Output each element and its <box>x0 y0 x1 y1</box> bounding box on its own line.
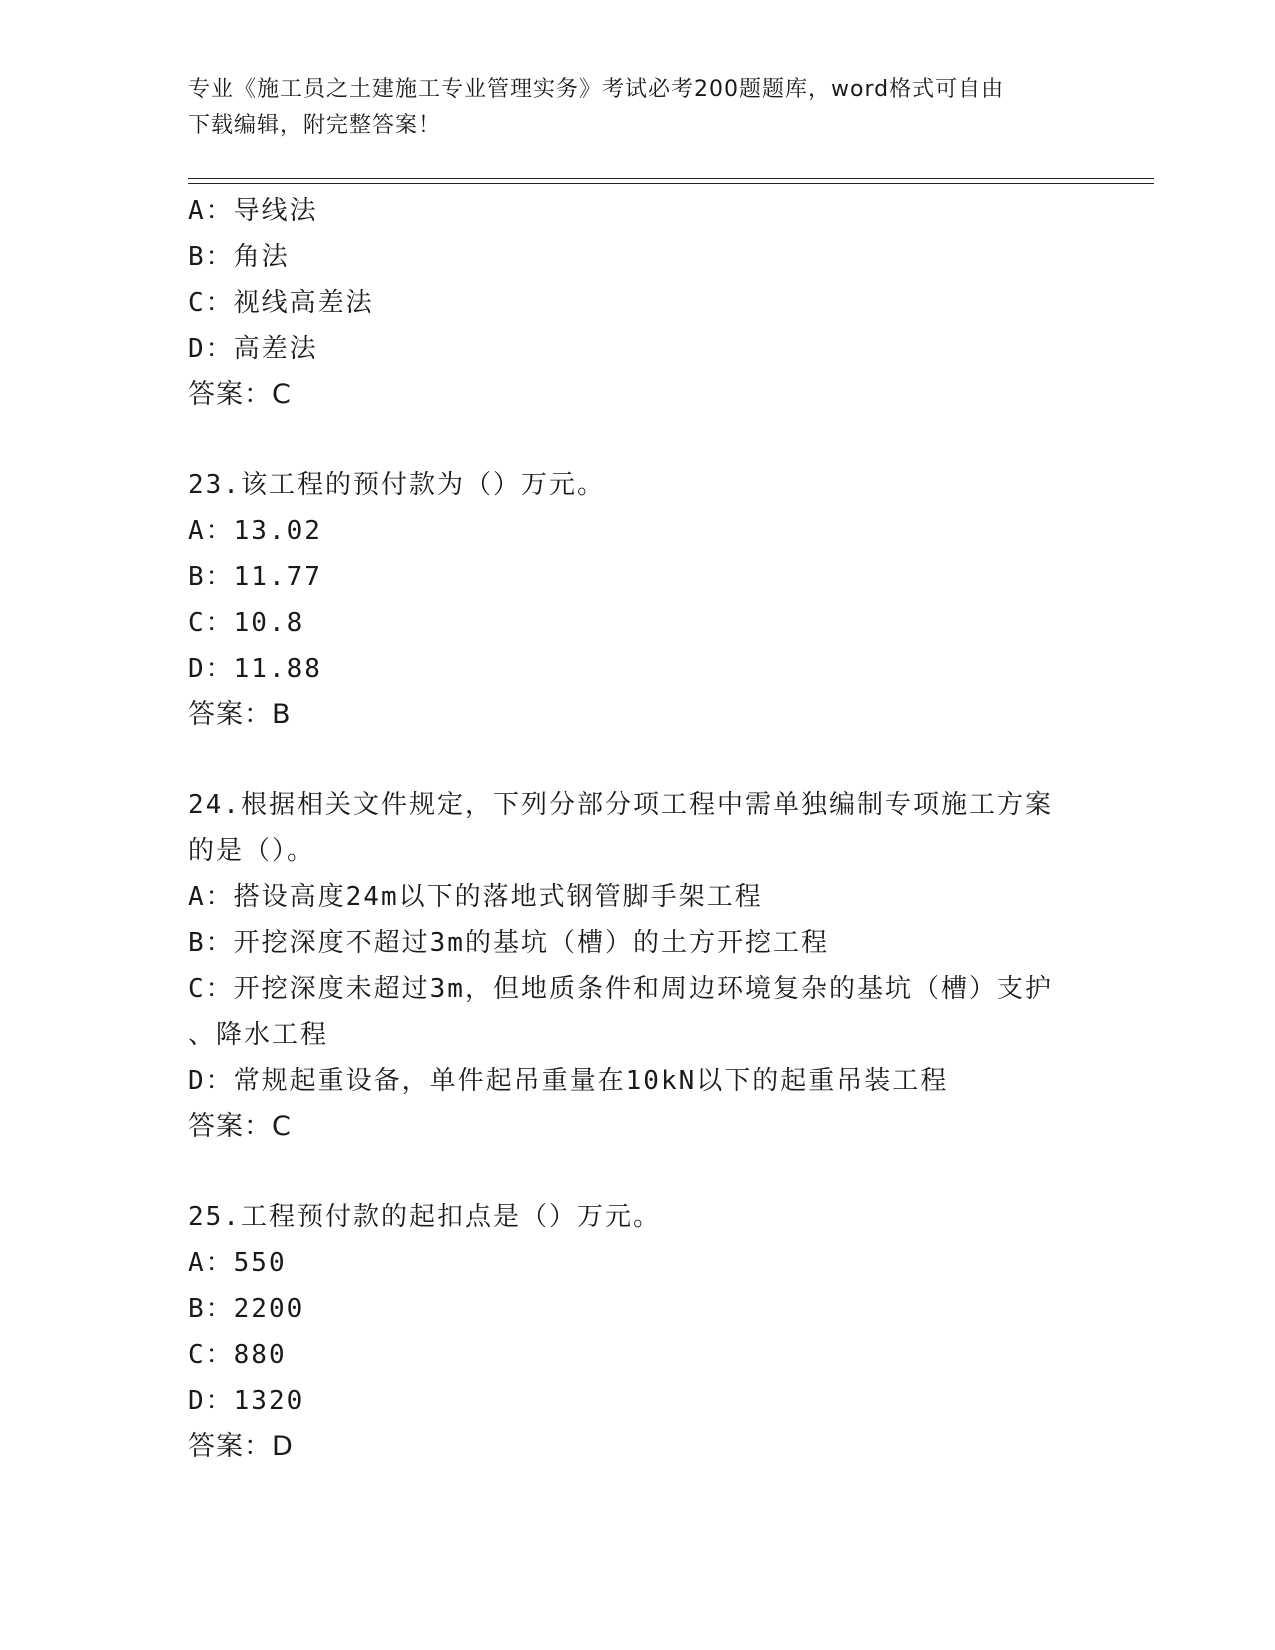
answer: 答案：C <box>188 1111 292 1142</box>
option-c: C：10.8 <box>188 608 305 638</box>
option-d: D：11.88 <box>188 654 322 684</box>
answer: 答案：B <box>188 699 292 730</box>
option-a: A：搭设高度24m以下的落地式钢管脚手架工程 <box>188 882 763 912</box>
option-c-continued: 、降水工程 <box>188 1020 329 1050</box>
header-line-2: 下载编辑，附完整答案！ <box>188 113 442 138</box>
header-line-1: 专业《施工员之土建施工专业管理实务》考试必考200题题库，word格式可自由 <box>188 77 1005 102</box>
option-c: C：开挖深度未超过3m，但地质条件和周边环境复杂的基坑（槽）支护 <box>188 974 1053 1004</box>
question-list <box>188 188 1088 1470</box>
question-text-line-2: 的是（）。 <box>188 836 316 866</box>
option-b: B：11.77 <box>188 562 322 592</box>
spacer <box>188 418 1088 462</box>
option-b: B：角法 <box>188 242 290 272</box>
option-c: C：视线高差法 <box>188 288 374 318</box>
option-a: A：13.02 <box>188 516 322 546</box>
option-b: B：2200 <box>188 1294 305 1324</box>
question-25 <box>188 1194 1088 1470</box>
spacer <box>188 1150 1088 1194</box>
option-a: A：550 <box>188 1248 287 1278</box>
question-24 <box>188 782 1088 1150</box>
answer: 答案：D <box>188 1431 294 1462</box>
header-divider-top <box>188 178 1154 179</box>
question-text: 25.工程预付款的起扣点是（）万元。 <box>188 1202 661 1232</box>
question-text: 23.该工程的预付款为（）万元。 <box>188 470 605 500</box>
spacer <box>188 738 1088 782</box>
answer: 答案：C <box>188 379 292 410</box>
option-b: B：开挖深度不超过3m的基坑（槽）的土方开挖工程 <box>188 928 829 958</box>
question-text-line-1: 24.根据相关文件规定，下列分部分项工程中需单独编制专项施工方案 <box>188 790 1053 820</box>
option-d: D：高差法 <box>188 334 318 364</box>
option-d: D：常规起重设备，单件起吊重量在10kN以下的起重吊装工程 <box>188 1066 949 1096</box>
header-divider-bottom <box>188 183 1154 184</box>
question-23 <box>188 462 1088 738</box>
option-a: A：导线法 <box>188 196 318 226</box>
document-header <box>188 72 1088 144</box>
question-22 <box>188 188 1088 418</box>
option-c: C：880 <box>188 1340 287 1370</box>
option-d: D：1320 <box>188 1386 305 1416</box>
